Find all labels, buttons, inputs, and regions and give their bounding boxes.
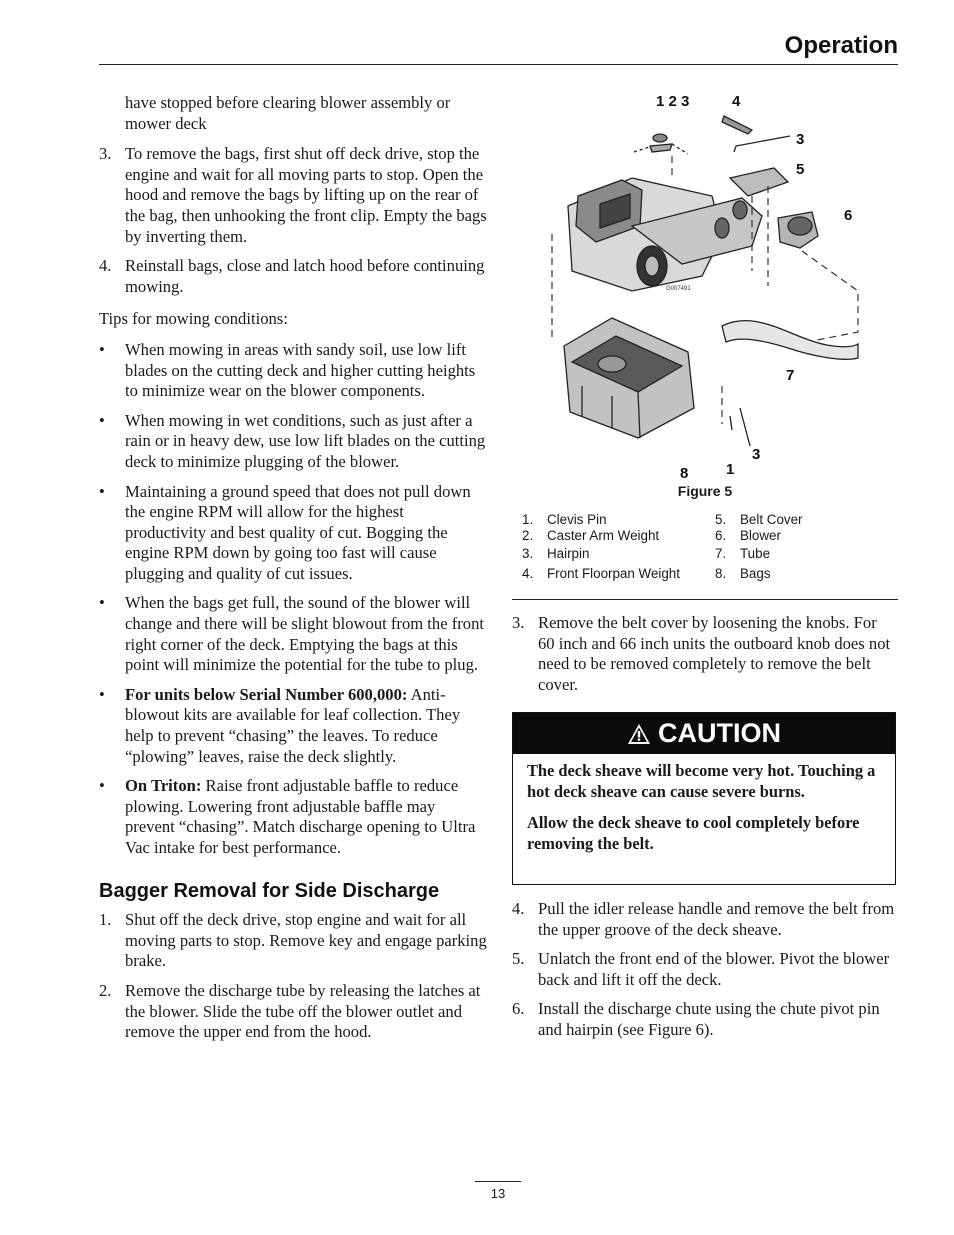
figure-image-code: G007491 — [666, 286, 691, 292]
step-item — [99, 144, 489, 247]
step-text: To remove the bags, first shut off deck drive, stop the engine and wait for all moving parts to stop. Open the hood and remove the bags by lifting up on the rear of the bag, then unhooking the front clip. Empty the bags by inverting them. — [125, 144, 487, 246]
step-text: Install the discharge chute using the chute pivot pin and hairpin (see Figure 6). — [538, 999, 880, 1039]
legend-number: 7. — [715, 546, 727, 561]
floorpan-weight-part — [722, 116, 752, 134]
step-number: 2. — [99, 980, 112, 1000]
legend-label: Caster Arm Weight — [547, 527, 660, 543]
legend-label: Clevis Pin — [547, 512, 607, 527]
left-column — [99, 93, 489, 1043]
legend-label: Belt Cover — [740, 512, 803, 527]
continued-text: have stopped before clearing blower assembly or mower deck — [125, 93, 451, 133]
step-item — [99, 981, 489, 1043]
callout-label: 5 — [796, 161, 805, 178]
callout-label: 1 — [726, 461, 735, 478]
bullet-text: When the bags get full, the sound of the blower will change and there will be slight blowout from the front right corner of the deck. Emptying the bags at this point will minimize the potential for the tube to plug. — [125, 593, 484, 675]
bullet-mark: • — [99, 684, 105, 704]
bullet-item — [99, 411, 489, 473]
step-item — [99, 910, 489, 972]
exploded-view-drawing — [512, 86, 898, 494]
step-text: Reinstall bags, close and latch hood before continuing mowing. — [125, 256, 485, 296]
legend-number: 8. — [715, 565, 727, 581]
bullet-text: When mowing in areas with sandy soil, use low lift blades on the cutting deck and higher cutting heights to minimize wear on the blower components. — [125, 339, 476, 401]
bullet-item — [99, 482, 489, 585]
legend-number: 1. — [522, 512, 534, 527]
step-number: 6. — [512, 999, 525, 1019]
caution-title: CAUTION — [658, 718, 781, 748]
section-heading: Bagger Removal for Side Discharge — [99, 879, 440, 902]
legend-number: 6. — [715, 527, 727, 543]
mower-caster — [715, 218, 729, 238]
bullet-mark: • — [99, 481, 105, 501]
header-rule — [99, 64, 898, 65]
callout-label: 3 — [796, 131, 805, 148]
step-item — [512, 949, 896, 990]
callout-label: 4 — [732, 93, 741, 110]
caution-header — [513, 713, 895, 754]
page-number-rule — [475, 1181, 521, 1182]
bullet-mark: • — [99, 410, 105, 430]
callout-label: 7 — [786, 367, 795, 384]
callout-label: 3 — [752, 446, 761, 463]
legend-number: 5. — [715, 512, 727, 527]
step-text: Unlatch the front end of the blower. Pivot the blower back and lift it off the deck. — [538, 949, 890, 989]
legend-label: Hairpin — [547, 546, 590, 561]
bullet-item — [99, 593, 489, 675]
legend-row — [522, 565, 892, 583]
warning-triangle-icon — [627, 723, 651, 745]
bullet-mark: • — [99, 776, 105, 796]
step-text: Shut off the deck drive, stop engine and wait for all moving parts to stop. Remove key and engage parking brake. — [125, 910, 487, 971]
bullet-text: Anti-blowout kits are available for leaf collection. They help to prevent “chasing” the leaves. To reduce “plowing” leaves, raise the deck slightly. — [125, 684, 461, 766]
caution-text: Allow the deck sheave to cool completely before removing the belt. — [527, 813, 860, 853]
bullet-mark: • — [99, 593, 105, 613]
callout-label: 6 — [844, 207, 853, 224]
bullet-item — [99, 685, 489, 767]
right-column-bottom — [512, 899, 896, 1041]
legend-label: Bags — [740, 565, 771, 581]
step-text: Remove the discharge tube by releasing the latches at the blower. Slide the tube off the blower outlet and remove the upper end from the hood. — [125, 980, 481, 1042]
step-item — [99, 256, 489, 297]
belt-cover-part — [730, 168, 788, 196]
legend-label: Front Floorpan Weight — [547, 565, 680, 581]
step-item — [512, 613, 896, 695]
legend-number: 4. — [522, 565, 534, 581]
bullet-item — [99, 340, 489, 402]
step-text: Remove the belt cover by loosening the knobs. For 60 inch and 66 inch units the outboard knob does not need to be removed completely to remove the belt cover. — [538, 613, 891, 694]
bullet-text: Maintaining a ground speed that does not pull down the engine RPM will allow for the highest productivity and best quality of cut. Bogging the engine RPM down by going too fast will cause plugging and quality of cut issues. — [125, 481, 471, 583]
caution-box — [512, 712, 896, 885]
legend-row — [522, 527, 892, 545]
right-column-top — [512, 613, 896, 695]
caution-body — [513, 754, 895, 854]
tips-intro: Tips for mowing conditions: — [99, 309, 288, 329]
bullet-bold-lead: For units below Serial Number 600,000: — [125, 684, 408, 704]
bullet-text: When mowing in wet conditions, such as just after a rain or in heavy dew, use low lift blades on the cutting deck to minimize plugging of the blower. — [125, 410, 486, 471]
legend-rule — [512, 599, 898, 600]
step-number: 4. — [512, 899, 525, 918]
legend-number: 2. — [522, 527, 534, 543]
clevis-pin-part — [653, 134, 667, 142]
legend-row — [522, 545, 892, 563]
bag-pin-part — [730, 416, 732, 430]
step-item — [512, 899, 896, 940]
tube-part — [722, 321, 858, 360]
step-text: Pull the idler release handle and remove the belt from the upper groove of the deck sheave. — [538, 899, 895, 939]
figure-caption: Figure 5 — [677, 483, 733, 499]
step-item — [512, 999, 896, 1040]
figure-illustration — [512, 86, 898, 494]
legend-number: 3. — [522, 546, 534, 561]
step-number: 5. — [512, 949, 525, 969]
page-number: 13 — [490, 1186, 506, 1201]
step-number: 3. — [512, 613, 525, 632]
callout-label: 1 2 3 — [656, 93, 690, 110]
bullet-mark: • — [99, 339, 105, 359]
bullet-text: Raise front adjustable baffle to reduce plowing. Lowering front adjustable baffle may prevent “chasing”. Match discharge opening to Ultra Vac intake for best performance. — [125, 776, 476, 857]
callout-label: 8 — [680, 465, 689, 482]
page-header-title: Operation — [784, 32, 898, 59]
step-number: 1. — [99, 910, 112, 930]
legend-label: Blower — [740, 527, 781, 543]
step-number: 3. — [99, 144, 112, 164]
figure-legend — [522, 511, 892, 582]
caution-text: The deck sheave will become very hot. Touching a hot deck sheave can cause severe burns. — [527, 761, 876, 801]
step-number: 4. — [99, 256, 112, 276]
legend-label: Tube — [740, 546, 771, 561]
bullet-bold-lead: On Triton: — [125, 776, 202, 796]
bullet-item — [99, 776, 489, 858]
